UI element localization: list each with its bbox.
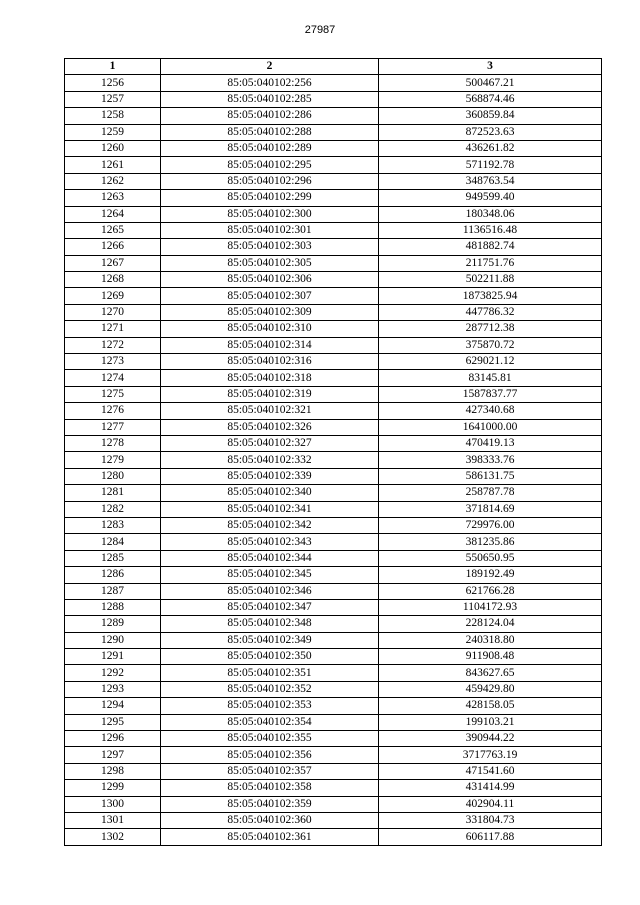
- row-number-cell: 1261: [65, 157, 161, 173]
- value-cell: 431414.99: [379, 780, 602, 796]
- value-cell: 331804.73: [379, 812, 602, 828]
- table-row: [65, 173, 602, 189]
- value-cell: 3717763.19: [379, 747, 602, 763]
- row-number-cell: 1264: [65, 206, 161, 222]
- table-row: [65, 157, 602, 173]
- table-row: [65, 452, 602, 468]
- cadastral-number-cell: 85:05:040102:345: [161, 567, 379, 583]
- data-table: [64, 58, 602, 846]
- cadastral-number-cell: 85:05:040102:316: [161, 354, 379, 370]
- value-cell: 571192.78: [379, 157, 602, 173]
- header-row: [65, 59, 602, 75]
- table-row: [65, 386, 602, 402]
- row-number-cell: 1302: [65, 829, 161, 845]
- value-cell: 199103.21: [379, 714, 602, 730]
- value-cell: 1104172.93: [379, 599, 602, 615]
- cadastral-number-cell: 85:05:040102:286: [161, 108, 379, 124]
- cadastral-number-cell: 85:05:040102:306: [161, 272, 379, 288]
- table-row: [65, 517, 602, 533]
- value-cell: 1873825.94: [379, 288, 602, 304]
- table-row: [65, 714, 602, 730]
- cadastral-number-cell: 85:05:040102:305: [161, 255, 379, 271]
- row-number-cell: 1296: [65, 731, 161, 747]
- table-row: [65, 108, 602, 124]
- table-row: [65, 763, 602, 779]
- cadastral-number-cell: 85:05:040102:352: [161, 681, 379, 697]
- cadastral-number-cell: 85:05:040102:361: [161, 829, 379, 845]
- row-number-cell: 1266: [65, 239, 161, 255]
- table-row: [65, 649, 602, 665]
- table-row: [65, 698, 602, 714]
- cadastral-number-cell: 85:05:040102:344: [161, 550, 379, 566]
- row-number-cell: 1263: [65, 190, 161, 206]
- row-number-cell: 1260: [65, 140, 161, 156]
- cadastral-number-cell: 85:05:040102:321: [161, 403, 379, 419]
- row-number-cell: 1295: [65, 714, 161, 730]
- table-row: [65, 419, 602, 435]
- value-cell: 398333.76: [379, 452, 602, 468]
- table-header: [65, 59, 602, 75]
- value-cell: 568874.46: [379, 91, 602, 107]
- table-row: [65, 747, 602, 763]
- row-number-cell: 1284: [65, 534, 161, 550]
- table-body: [65, 75, 602, 845]
- row-number-cell: 1273: [65, 354, 161, 370]
- value-cell: 348763.54: [379, 173, 602, 189]
- table-row: [65, 485, 602, 501]
- row-number-cell: 1265: [65, 222, 161, 238]
- table-row: [65, 190, 602, 206]
- cadastral-number-cell: 85:05:040102:343: [161, 534, 379, 550]
- row-number-cell: 1301: [65, 812, 161, 828]
- value-cell: 729976.00: [379, 517, 602, 533]
- value-cell: 447786.32: [379, 304, 602, 320]
- table-row: [65, 812, 602, 828]
- value-cell: 390944.22: [379, 731, 602, 747]
- table-row: [65, 829, 602, 845]
- value-cell: 471541.60: [379, 763, 602, 779]
- value-cell: 949599.40: [379, 190, 602, 206]
- cadastral-number-cell: 85:05:040102:318: [161, 370, 379, 386]
- value-cell: 371814.69: [379, 501, 602, 517]
- cadastral-number-cell: 85:05:040102:340: [161, 485, 379, 501]
- cadastral-number-cell: 85:05:040102:360: [161, 812, 379, 828]
- table-row: [65, 501, 602, 517]
- value-cell: 606117.88: [379, 829, 602, 845]
- value-cell: 211751.76: [379, 255, 602, 271]
- value-cell: 911908.48: [379, 649, 602, 665]
- row-number-cell: 1274: [65, 370, 161, 386]
- cadastral-number-cell: 85:05:040102:341: [161, 501, 379, 517]
- cadastral-number-cell: 85:05:040102:347: [161, 599, 379, 615]
- cadastral-number-cell: 85:05:040102:300: [161, 206, 379, 222]
- value-cell: 402904.11: [379, 796, 602, 812]
- table-row: [65, 435, 602, 451]
- table-row: [65, 239, 602, 255]
- row-number-cell: 1297: [65, 747, 161, 763]
- table-row: [65, 403, 602, 419]
- cadastral-number-cell: 85:05:040102:356: [161, 747, 379, 763]
- table-row: [65, 255, 602, 271]
- column-header-3: 3: [379, 59, 602, 75]
- cadastral-number-cell: 85:05:040102:358: [161, 780, 379, 796]
- column-header-2: 2: [161, 59, 379, 75]
- value-cell: 481882.74: [379, 239, 602, 255]
- cadastral-number-cell: 85:05:040102:303: [161, 239, 379, 255]
- row-number-cell: 1300: [65, 796, 161, 812]
- row-number-cell: 1280: [65, 468, 161, 484]
- row-number-cell: 1259: [65, 124, 161, 140]
- row-number-cell: 1283: [65, 517, 161, 533]
- value-cell: 1587837.77: [379, 386, 602, 402]
- value-cell: 258787.78: [379, 485, 602, 501]
- cadastral-number-cell: 85:05:040102:307: [161, 288, 379, 304]
- value-cell: 550650.95: [379, 550, 602, 566]
- value-cell: 428158.05: [379, 698, 602, 714]
- row-number-cell: 1294: [65, 698, 161, 714]
- value-cell: 375870.72: [379, 337, 602, 353]
- cadastral-number-cell: 85:05:040102:348: [161, 616, 379, 632]
- table-row: [65, 222, 602, 238]
- row-number-cell: 1270: [65, 304, 161, 320]
- cadastral-number-cell: 85:05:040102:353: [161, 698, 379, 714]
- value-cell: 872523.63: [379, 124, 602, 140]
- value-cell: 189192.49: [379, 567, 602, 583]
- cadastral-number-cell: 85:05:040102:289: [161, 140, 379, 156]
- row-number-cell: 1285: [65, 550, 161, 566]
- table-row: [65, 583, 602, 599]
- row-number-cell: 1258: [65, 108, 161, 124]
- cadastral-number-cell: 85:05:040102:355: [161, 731, 379, 747]
- cadastral-number-cell: 85:05:040102:332: [161, 452, 379, 468]
- row-number-cell: 1299: [65, 780, 161, 796]
- table-row: [65, 206, 602, 222]
- value-cell: 180348.06: [379, 206, 602, 222]
- cadastral-number-cell: 85:05:040102:295: [161, 157, 379, 173]
- table-row: [65, 567, 602, 583]
- cadastral-number-cell: 85:05:040102:327: [161, 435, 379, 451]
- value-cell: 83145.81: [379, 370, 602, 386]
- table-row: [65, 124, 602, 140]
- value-cell: 470419.13: [379, 435, 602, 451]
- cadastral-number-cell: 85:05:040102:285: [161, 91, 379, 107]
- row-number-cell: 1287: [65, 583, 161, 599]
- table-row: [65, 616, 602, 632]
- cadastral-number-cell: 85:05:040102:256: [161, 75, 379, 91]
- row-number-cell: 1289: [65, 616, 161, 632]
- cadastral-number-cell: 85:05:040102:288: [161, 124, 379, 140]
- table-row: [65, 780, 602, 796]
- value-cell: 629021.12: [379, 354, 602, 370]
- row-number-cell: 1277: [65, 419, 161, 435]
- row-number-cell: 1292: [65, 665, 161, 681]
- table-row: [65, 632, 602, 648]
- cadastral-number-cell: 85:05:040102:357: [161, 763, 379, 779]
- row-number-cell: 1286: [65, 567, 161, 583]
- value-cell: 1136516.48: [379, 222, 602, 238]
- row-number-cell: 1272: [65, 337, 161, 353]
- row-number-cell: 1276: [65, 403, 161, 419]
- cadastral-number-cell: 85:05:040102:339: [161, 468, 379, 484]
- value-cell: 1641000.00: [379, 419, 602, 435]
- table-row: [65, 796, 602, 812]
- value-cell: 427340.68: [379, 403, 602, 419]
- value-cell: 228124.04: [379, 616, 602, 632]
- row-number-cell: 1271: [65, 321, 161, 337]
- cadastral-number-cell: 85:05:040102:319: [161, 386, 379, 402]
- table-row: [65, 354, 602, 370]
- value-cell: 500467.21: [379, 75, 602, 91]
- table-row: [65, 550, 602, 566]
- value-cell: 360859.84: [379, 108, 602, 124]
- row-number-cell: 1262: [65, 173, 161, 189]
- page-number: 27987: [304, 24, 336, 36]
- row-number-cell: 1275: [65, 386, 161, 402]
- value-cell: 436261.82: [379, 140, 602, 156]
- cadastral-number-cell: 85:05:040102:299: [161, 190, 379, 206]
- cadastral-number-cell: 85:05:040102:326: [161, 419, 379, 435]
- row-number-cell: 1267: [65, 255, 161, 271]
- row-number-cell: 1256: [65, 75, 161, 91]
- table-row: [65, 272, 602, 288]
- cadastral-number-cell: 85:05:040102:354: [161, 714, 379, 730]
- value-cell: 240318.80: [379, 632, 602, 648]
- cadastral-number-cell: 85:05:040102:296: [161, 173, 379, 189]
- value-cell: 287712.38: [379, 321, 602, 337]
- cadastral-number-cell: 85:05:040102:346: [161, 583, 379, 599]
- value-cell: 621766.28: [379, 583, 602, 599]
- row-number-cell: 1281: [65, 485, 161, 501]
- cadastral-number-cell: 85:05:040102:349: [161, 632, 379, 648]
- row-number-cell: 1257: [65, 91, 161, 107]
- row-number-cell: 1298: [65, 763, 161, 779]
- row-number-cell: 1278: [65, 435, 161, 451]
- row-number-cell: 1269: [65, 288, 161, 304]
- row-number-cell: 1288: [65, 599, 161, 615]
- table-row: [65, 599, 602, 615]
- table-row: [65, 304, 602, 320]
- cadastral-number-cell: 85:05:040102:342: [161, 517, 379, 533]
- value-cell: 586131.75: [379, 468, 602, 484]
- cadastral-number-cell: 85:05:040102:351: [161, 665, 379, 681]
- cadastral-number-cell: 85:05:040102:310: [161, 321, 379, 337]
- cadastral-number-cell: 85:05:040102:309: [161, 304, 379, 320]
- row-number-cell: 1279: [65, 452, 161, 468]
- cadastral-number-cell: 85:05:040102:314: [161, 337, 379, 353]
- row-number-cell: 1268: [65, 272, 161, 288]
- table-row: [65, 91, 602, 107]
- table-row: [65, 731, 602, 747]
- table-row: [65, 288, 602, 304]
- cadastral-number-cell: 85:05:040102:359: [161, 796, 379, 812]
- value-cell: 459429.80: [379, 681, 602, 697]
- value-cell: 843627.65: [379, 665, 602, 681]
- row-number-cell: 1290: [65, 632, 161, 648]
- cadastral-number-cell: 85:05:040102:301: [161, 222, 379, 238]
- value-cell: 381235.86: [379, 534, 602, 550]
- table-row: [65, 321, 602, 337]
- value-cell: 502211.88: [379, 272, 602, 288]
- table-row: [65, 140, 602, 156]
- table-row: [65, 468, 602, 484]
- table-row: [65, 681, 602, 697]
- table-row: [65, 370, 602, 386]
- row-number-cell: 1282: [65, 501, 161, 517]
- table-row: [65, 665, 602, 681]
- row-number-cell: 1293: [65, 681, 161, 697]
- cadastral-number-cell: 85:05:040102:350: [161, 649, 379, 665]
- table-row: [65, 75, 602, 91]
- column-header-1: 1: [65, 59, 161, 75]
- row-number-cell: 1291: [65, 649, 161, 665]
- table-row: [65, 337, 602, 353]
- table-row: [65, 534, 602, 550]
